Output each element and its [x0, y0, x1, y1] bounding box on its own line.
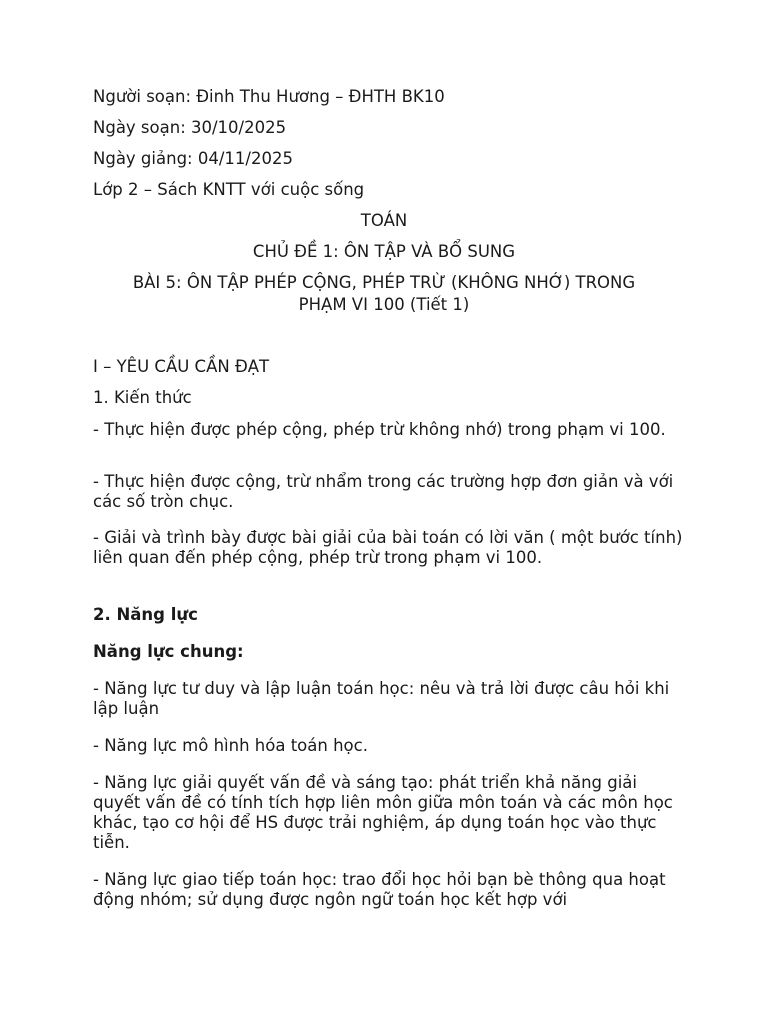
knowledge-item: - Thực hiện được cộng, trừ nhẩm trong các trường hợp đơn giản và với các số tròn chục.: [93, 472, 674, 511]
competence-item: - Năng lực mô hình hóa toán học.: [93, 736, 368, 755]
competence-item: - Năng lực tư duy và lập luận toán học: nêu và trả lời được câu hỏi khi lập luận: [93, 679, 670, 718]
topic-title: CHỦ ĐỀ 1: ÔN TẬP VÀ BỔ SUNG: [252, 242, 516, 261]
competence-item: - Năng lực giao tiếp toán học: trao đổi học hỏi bạn bè thông qua hoạt động nhóm; sử dụng được ngôn ngữ toán học kết hợp với: [93, 870, 666, 909]
lesson-title-line-1: BÀI 5: ÔN TẬP PHÉP CỘNG, PHÉP TRỪ (KHÔNG NHỚ) TRONG: [132, 273, 636, 292]
subject-title: TOÁN: [360, 211, 408, 230]
section-heading-requirements: I – YÊU CẦU CẦN ĐẠT: [93, 357, 270, 376]
knowledge-item: - Giải và trình bày được bài giải của bài toán có lời văn ( một bước tính) liên quan đến phép cộng, phép trừ trong phạm vi 100.: [93, 528, 683, 567]
knowledge-heading: 1. Kiến thức: [93, 388, 192, 407]
teaching-date-line: Ngày giảng: 04/11/2025: [93, 149, 293, 168]
lesson-title-line-2: PHẠM VI 100 (Tiết 1): [298, 295, 470, 314]
competence-item: - Năng lực giải quyết vấn đề và sáng tạo: phát triển khả năng giải quyết vấn đề có tính tích hợp liên môn giữa môn toán và các môn học khác, tạo cơ hội để HS được trải nghiệm, áp dụng toán học vào thực tiễn.: [93, 773, 673, 852]
class-book-line: Lớp 2 – Sách KNTT với cuộc sống: [93, 180, 365, 199]
prepared-date-line: Ngày soạn: 30/10/2025: [93, 118, 287, 137]
knowledge-item: - Thực hiện được phép cộng, phép trừ không nhớ) trong phạm vi 100.: [93, 420, 666, 439]
competence-heading: 2. Năng lực: [93, 605, 198, 624]
author-line: Người soạn: Đinh Thu Hương – ĐHTH BK10: [93, 87, 445, 106]
general-competence-heading: Năng lực chung:: [93, 642, 244, 661]
